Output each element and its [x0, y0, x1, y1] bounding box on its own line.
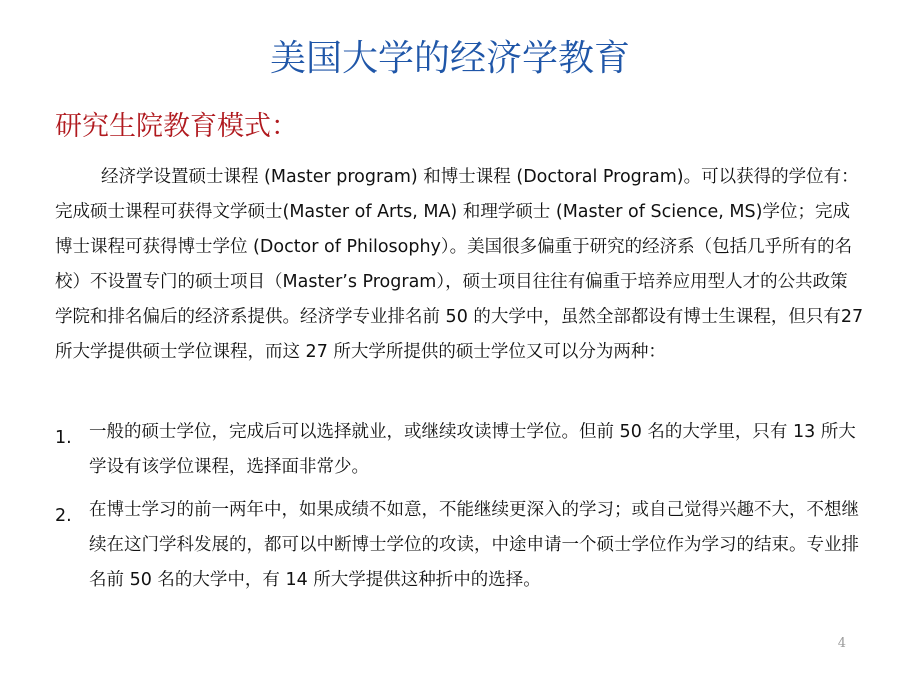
slide-title: 美国大学的经济学教育	[269, 38, 630, 79]
list-item-text: 在博士学习的前一两年中，如果成绩不如意，不能继续更深入的学习；或自己觉得兴趣不大，不想继续在这门学科发展的，都可以中断博士学位的攻读，中途申请一个硕士学位作为学习的结束。专业排名前 50 名的大学中，有 14 所大学提供这种折中的选择。	[89, 500, 859, 590]
numbered-list-item	[55, 415, 865, 485]
numbered-list-item	[55, 493, 865, 598]
page-number: 4	[837, 636, 846, 651]
list-number: 2.	[55, 506, 72, 526]
list-item-text: 一般的硕士学位，完成后可以选择就业，或继续攻读博士学位。但前 50 名的大学里，只有 13 所大学设有该学位课程，选择面非常少。	[89, 422, 856, 477]
list-number: 1.	[55, 428, 72, 448]
intro-paragraph: 经济学设置硕士课程 (Master program) 和博士课程 (Doctoral Program)。可以获得的学位有：完成硕士课程可获得文学硕士(Master of Arts, MA) 和理学硕士 (Master of Science, MS)学位；完成博士课程可获得博士学位 (Doctor of Philosophy）。美国很多偏重于研究的经济系（包括几乎所有的名校）不设置专门的硕士项目（Master’s Program），硕士项目往往有偏重于培养应用型人才的公共政策学院和排名偏后的经济系提供。经济学专业排名前 50 的大学中，虽然全部都设有博士生课程，但只有27所大学提供硕士学位课程，而这 27 所大学所提供的硕士学位又可以分为两种：	[55, 167, 864, 362]
section-heading: 研究生院教育模式：	[55, 111, 298, 142]
